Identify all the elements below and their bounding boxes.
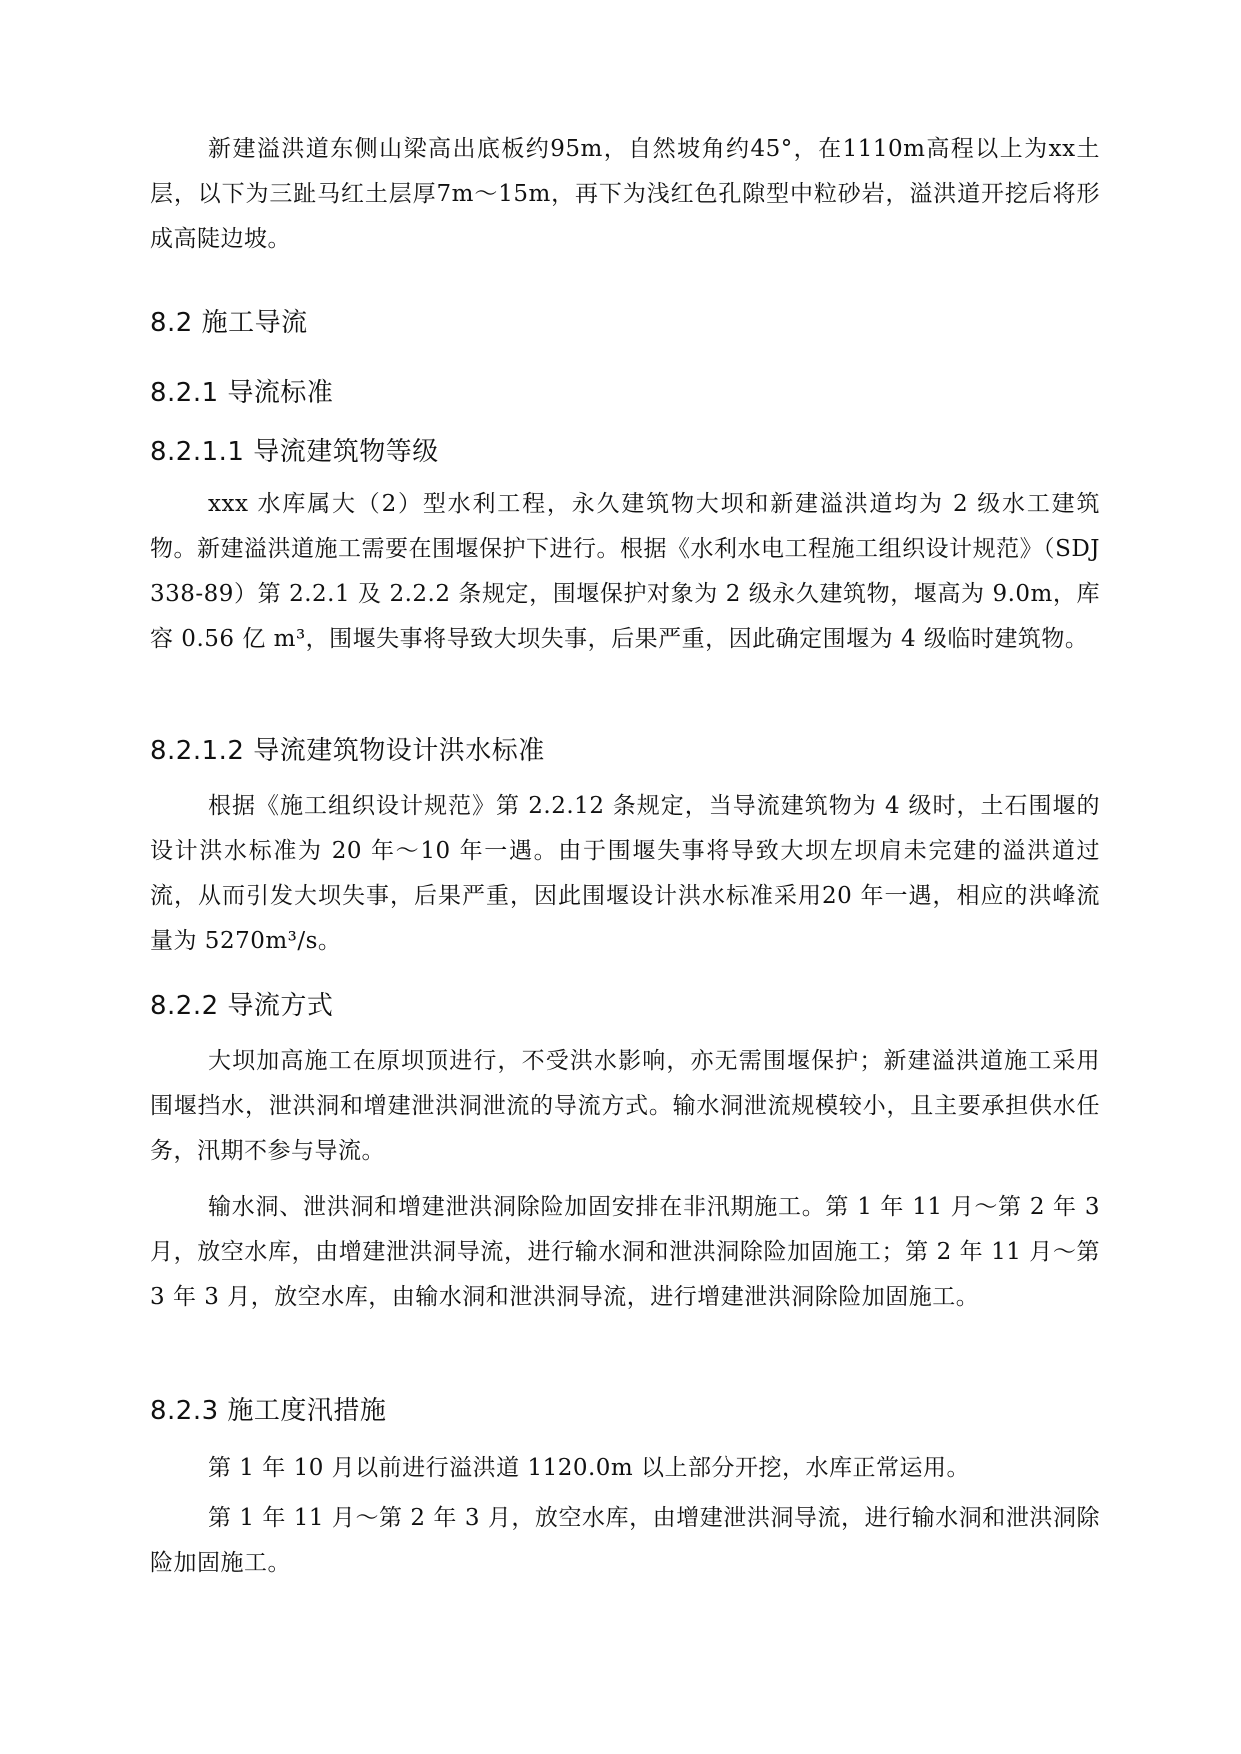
intro-paragraph: 新建溢洪道东侧山梁高出底板约95m，自然坡角约45°，在1110m高程以上为xx土层，以下为三趾马红土层厚7m～15m，再下为浅红色孔隙型中粒砂岩，溢洪道开挖后将形成高陡边坡。 [150,136,1100,252]
paragraph-8-2-2-a: 大坝加高施工在原坝顶进行，不受洪水影响，亦无需围堰保护；新建溢洪道施工采用围堰挡水，泄洪洞和增建泄洪洞泄流的导流方式。输水洞泄流规模较小，且主要承担供水任务，汛期不参与导流。 [150,1048,1100,1164]
paragraph-8-2-3-b: 第 1 年 11 月～第 2 年 3 月，放空水库，由增建泄洪洞导流，进行输水洞和泄洪洞除险加固施工。 [150,1505,1100,1576]
paragraph-8-2-1-2: 根据《施工组织设计规范》第 2.2.12 条规定，当导流建筑物为 4 级时，土石围堰的设计洪水标准为 20 年～10 年一遇。由于围堰失事将导致大坝左坝肩未完建的溢洪道过流，从而引发大坝失事，后果严重，因此围堰设计洪水标准采用20 年一遇，相应的洪峰流量为 5270m³/s。 [150,793,1100,954]
heading-8-2-1-1: 8.2.1.1 导流建筑物等级 [150,437,439,467]
paragraph-8-2-1-1: xxx 水库属大（2）型水利工程，永久建筑物大坝和新建溢洪道均为 2 级水工建筑物。新建溢洪道施工需要在围堰保护下进行。根据《水利水电工程施工组织设计规范》（SDJ338-89）第 2.2.1 及 2.2.2 条规定，围堰保护对象为 2 级永久建筑物，堰高为 9.0m，库容 0.56 亿 m³，围堰失事将导致大坝失事，后果严重，因此确定围堰为 4 级临时建筑物。 [150,491,1100,652]
document-page [150,0,1100,1754]
paragraph-8-2-3-a: 第 1 年 10 月以前进行溢洪道 1120.0m 以上部分开挖，水库正常运用。 [208,1455,971,1481]
heading-8-2: 8.2 施工导流 [150,308,308,338]
paragraph-8-2-2-b: 输水洞、泄洪洞和增建泄洪洞除险加固安排在非汛期施工。第 1 年 11 月～第 2 年 3 月，放空水库，由增建泄洪洞导流，进行输水洞和泄洪洞除险加固施工；第 2 年 11 月～第 3 年 3 月，放空水库，由输水洞和泄洪洞导流，进行增建泄洪洞除险加固施工。 [150,1194,1101,1310]
heading-8-2-1-2: 8.2.1.2 导流建筑物设计洪水标准 [150,736,545,766]
heading-8-2-2: 8.2.2 导流方式 [150,991,334,1021]
heading-8-2-1: 8.2.1 导流标准 [150,378,334,408]
heading-8-2-3: 8.2.3 施工度汛措施 [150,1396,387,1426]
